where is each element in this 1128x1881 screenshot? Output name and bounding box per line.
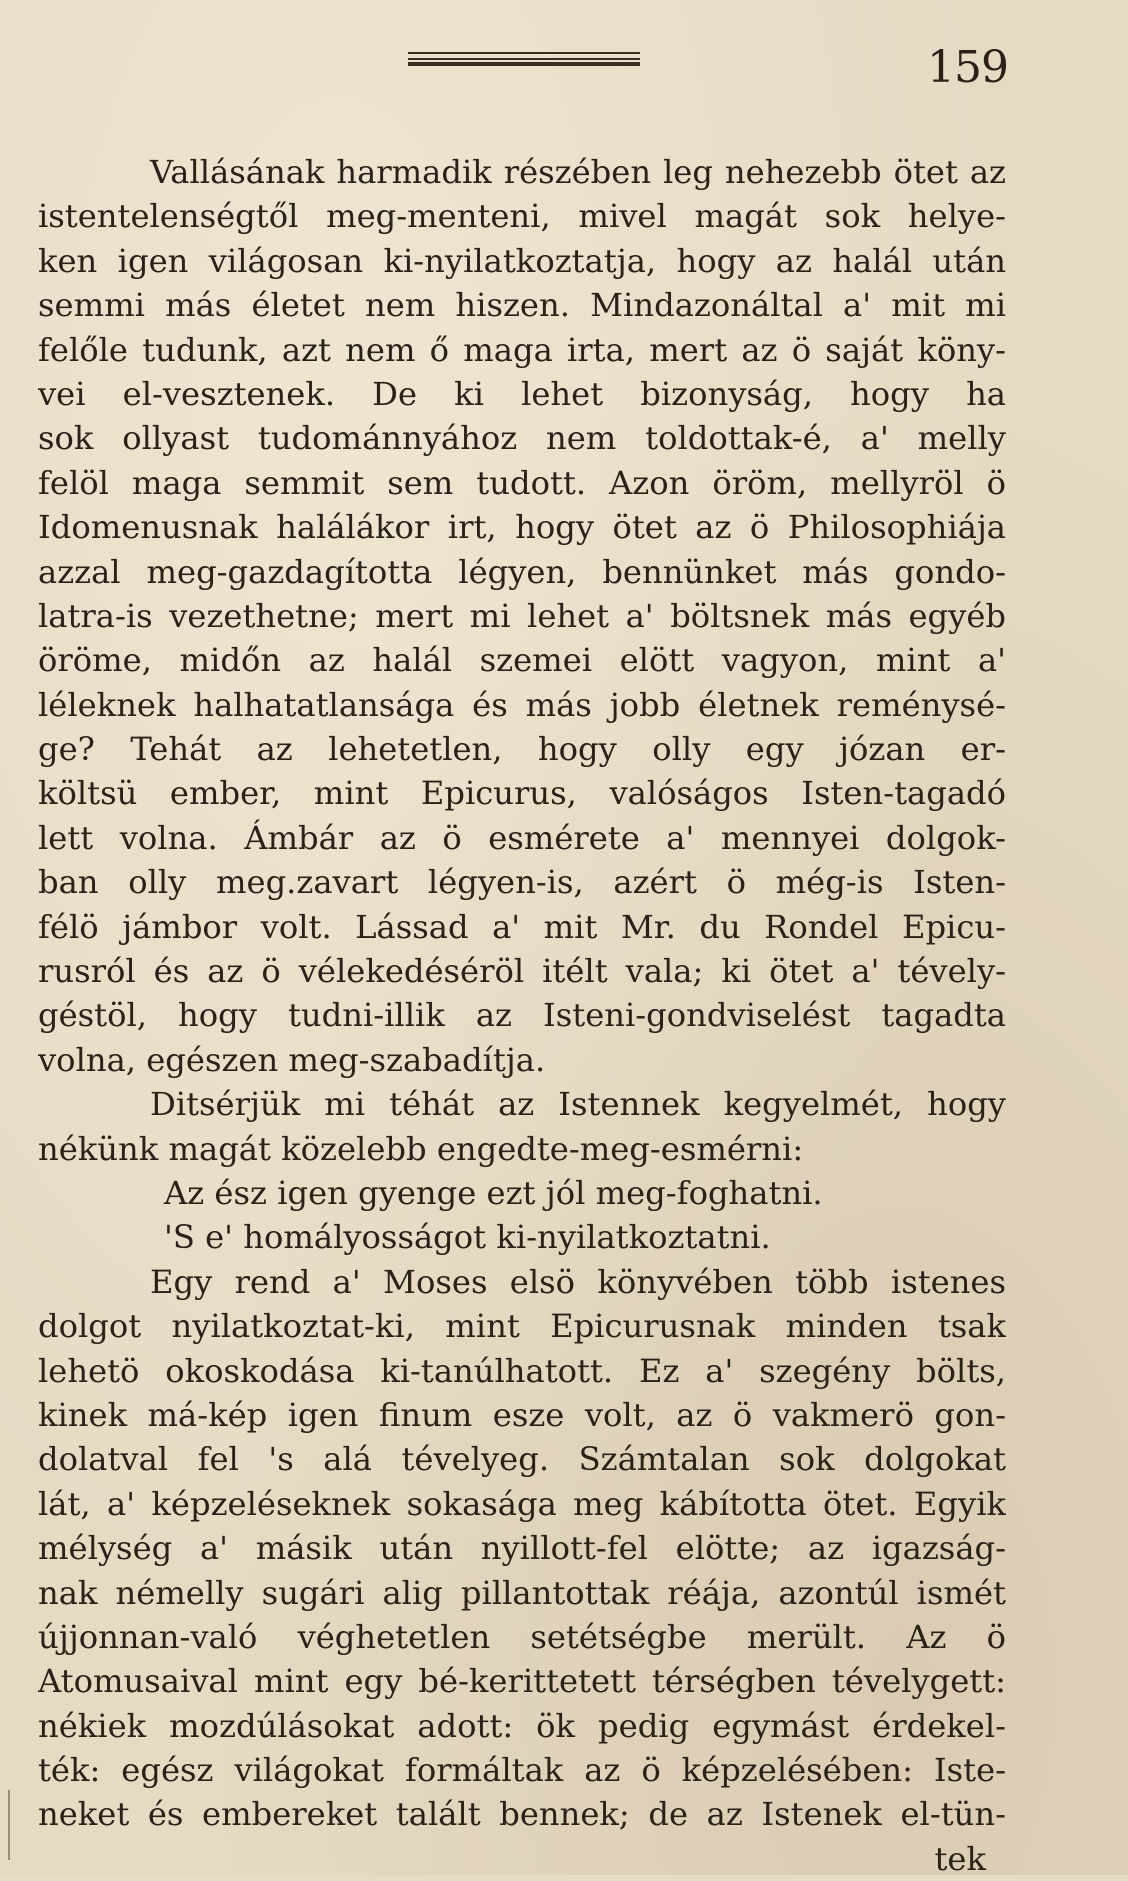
verse-line: 'S e' homályosságot ki-nyilatkoztatni.: [164, 1218, 771, 1257]
text-line: rusról és az ö vélekedéséröl itélt vala; ki ötet a' tévely-: [38, 952, 1006, 991]
margin-mark: [8, 1790, 10, 1860]
verse-line: Az ész igen gyenge ezt jól meg-foghatni.: [164, 1173, 823, 1212]
text-line: öröme, midőn az halál szemei elött vagyon, mint a': [38, 641, 1006, 680]
text-line: dolatval fel 's alá tévelyeg. Számtalan sok dolgokat: [38, 1440, 1006, 1479]
text-line: vei el-vesztenek. De ki lehet bizonyság, hogy ha: [38, 374, 1006, 413]
text-line: lát, a' képzeléseknek sokasága meg kábította ötet. Egyik: [38, 1484, 1006, 1523]
text-line: lett volna. Ámbár az ö esmérete a' mennyei dolgok-: [38, 818, 1006, 857]
text-line: istentelenségtől meg-menteni, mivel magát sok helye-: [38, 197, 1006, 236]
text-line: nékiek mozdúlásokat adott: ök pedig egymást érdekel-: [38, 1706, 1006, 1745]
text-line: léleknek halhatatlansága és más jobb életnek reménysé-: [38, 685, 1006, 724]
text-line: sok ollyast tudománnyához nem toldottak-é, a' melly: [38, 419, 1006, 458]
text-line: Ditsérjük mi téhát az Istennek kegyelmét, hogy: [150, 1085, 1006, 1124]
text-line: dolgot nyilatkoztat-ki, mint Epicurusnak minden tsak: [38, 1307, 1006, 1346]
text-line: újjonnan-való véghetetlen setétségbe merült. Az ö: [38, 1617, 1006, 1656]
text-line: Egy rend a' Moses elsö könyvében több istenes: [150, 1262, 1006, 1301]
text-line: ge? Tehát az lehetetlen, hogy olly egy józan er-: [38, 730, 1006, 769]
text-line: ken igen világosan ki-nyilatkoztatja, hogy az halál után: [38, 241, 1006, 280]
page-number: 159: [927, 42, 1008, 93]
text-line: volna, egészen meg-szabadítja.: [38, 1040, 546, 1079]
catchword: tek: [934, 1839, 986, 1878]
body-text: [38, 150, 1006, 1881]
text-line: felöl maga semmit sem tudott. Azon öröm, mellyröl ö: [38, 463, 1006, 502]
text-line: kinek má-kép igen finum esze volt, az ö vakmerö gon-: [38, 1395, 1006, 1434]
text-line: félö jámbor volt. Lássad a' mit Mr. du Rondel Epicu-: [38, 907, 1006, 946]
text-line: ték: egész világokat formáltak az ö képzelésében: Iste-: [38, 1751, 1006, 1790]
text-line: latra-is vezethetne; mert mi lehet a' böltsnek más egyéb: [38, 596, 1006, 635]
text-line: azzal meg-gazdagította légyen, bennünket más gondo-: [38, 552, 1006, 591]
text-line: költsü ember, mint Epicurus, valóságos Isten-tagadó: [38, 774, 1006, 813]
text-line: nak némelly sugári alig pillantottak réája, azontúl ismét: [38, 1573, 1006, 1612]
text-line: géstöl, hogy tudni-illik az Isteni-gondviselést tagadta: [38, 996, 1006, 1035]
header-ornament-rule: [408, 52, 640, 66]
text-line: mélység a' másik után nyillott-fel elötte; az igazság-: [38, 1529, 1006, 1568]
text-line: lehetö okoskodása ki-tanúlhatott. Ez a' szegény bölts,: [38, 1351, 1006, 1390]
text-line: neket és embereket talált bennek; de az Istenek el-tün-: [38, 1795, 1006, 1834]
text-line: Atomusaival mint egy bé-kerittetett térségben tévelygett:: [38, 1662, 1006, 1701]
text-line: nékünk magát közelebb engedte-meg-esmérni:: [38, 1129, 804, 1168]
text-line: felőle tudunk, azt nem ő maga irta, mert az ö saját köny-: [38, 330, 1006, 369]
text-line: Vallásának harmadik részében leg nehezebb ötet az: [150, 153, 1006, 191]
text-line: semmi más életet nem hiszen. Mindazonáltal a' mit mi: [38, 286, 1006, 325]
text-line: Idomenusnak halálákor irt, hogy ötet az ö Philosophiája: [38, 508, 1006, 547]
text-line: ban olly meg.zavart légyen-is, azért ö még-is Isten-: [38, 863, 1006, 902]
